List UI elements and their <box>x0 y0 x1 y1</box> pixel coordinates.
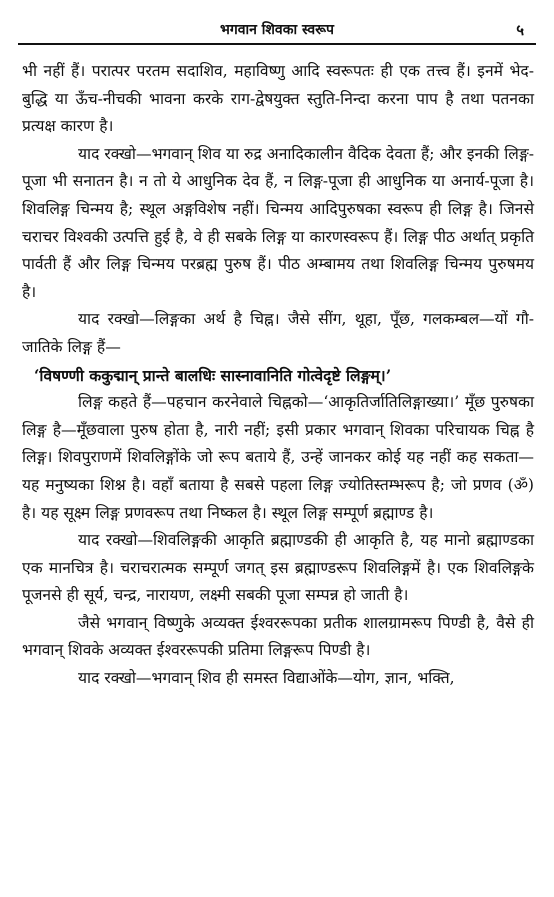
paragraph: जैसे भगवान् विष्णुके अव्यक्त ईश्वररूपका प्रतीक शालग्रामरूप पिण्डी है, वैसे ही भगवान् शिवके अव्यक्त ईश्वररूपकी प्रतिमा लिङ्गरूप पिण्डी है। <box>22 613 534 660</box>
running-title: भगवान शिवका स्वरूप <box>219 22 335 38</box>
paragraph: याद रक्खो—भगवान् शिव या रुद्र अनादिकालीन वैदिक देवता हैं; और इनकी लिङ्ग-पूजा भी सनातन है। न तो ये आधुनिक देव हैं, न लिङ्ग-पूजा ही आधुनिक या अनार्य-पूजा है। शिवलिङ्ग चिन्मय है; स्थूल अङ्गविशेष नहीं। चिन्मय आदिपुरुषका स्वरूप ही लिङ्ग है। जिनसे चराचर विश्वकी उत्पत्ति हुई है, वे ही सबके लिङ्ग या कारणस्वरूप हैं। लिङ्ग पीठ अर्थात् प्रकृति पार्वती हैं और लिङ्ग चिन्मय परब्रह्म पुरुष हैं। पीठ अम्बामय तथा शिवलिङ्ग चिन्मय पुरुषमय है। <box>22 144 534 301</box>
paragraph: याद रक्खो—लिङ्गका अर्थ है चिह्न। जैसे सींग, थूहा, पूँछ, गलकम्बल—यों गौ-जातिके लिङ्ग हैं— <box>22 310 534 356</box>
paragraph-continuation: भी नहीं हैं। परात्पर परतम सदाशिव, महाविष्णु आदि स्वरूपतः ही एक तत्त्व हैं। इनमें भेद-बुद्धि या ऊँच-नीचकी भावना करके राग-द्वेषयुक्त स्तुति-निन्दा करना पाप है तथा पतनका प्रत्यक्ष कारण है। <box>22 62 534 136</box>
paragraph: याद रक्खो—भगवान् शिव ही समस्त विद्याओंके—योग, ज्ञान, भक्ति, <box>78 669 455 688</box>
header-rule <box>18 43 536 45</box>
sanskrit-quote: ‘विषण्णी ककुद्मान् प्रान्ते बालधिः सास्नावानिति गोत्वेदृष्टे लिङ्गम्।’ <box>34 365 392 385</box>
page-number: ५ <box>516 21 524 39</box>
paragraph: याद रक्खो—शिवलिङ्गकी आकृति ब्रह्माण्डकी ही आकृति है, यह मानो ब्रह्माण्डका एक मानचित्र है। चराचरात्मक सम्पूर्ण जगत् इस ब्रह्माण्डरूप शिवलिङ्गमें है। एक शिवलिङ्गके पूजनसे ही सूर्य, चन्द्र, नारायण, लक्ष्मी सबकी पूजा सम्पन्न हो जाती है। <box>22 531 534 605</box>
paragraph: लिङ्ग कहते हैं—पहचान करनेवाले चिह्नको—‘आकृतिर्जातिलिङ्गाख्या।’ मूँछ पुरुषका लिङ्ग है—मूँछवाला पुरुष होता है, नारी नहीं; इसी प्रकार भगवान् शिवका परिचायक चिह्न है लिङ्ग। शिवपुराणमें शिवलिङ्गोंके जो रूप बताये हैं, उन्हें जानकर कोई यह नहीं कह सकता—यह मनुष्यका शिश्न है। वहाँ बताया है सबसे पहला लिङ्ग ज्योतिस्तम्भरूप है; जो प्रणव (ॐ) है। यह सूक्ष्म लिङ्ग प्रणवरूप तथा निष्कल है। स्थूल लिङ्ग सम्पूर्ण ब्रह्माण्ड है। <box>22 393 534 522</box>
page-body <box>22 58 534 693</box>
page-header <box>18 20 536 42</box>
